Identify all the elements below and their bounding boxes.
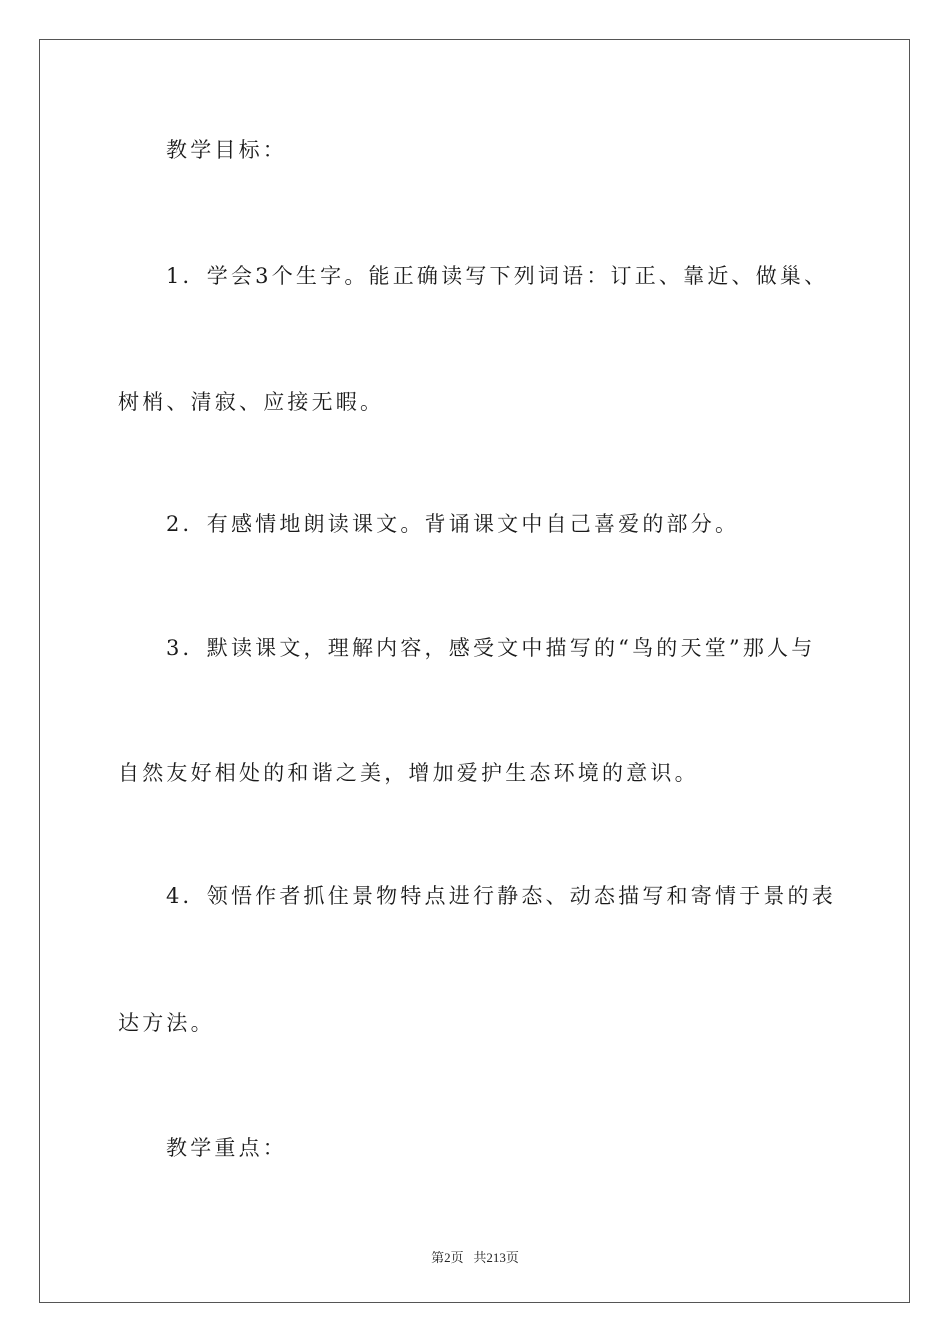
- heading-teaching-focus: 教学重点：: [166, 1136, 287, 1160]
- paragraph-goal-3: 3．默读课文，理解内容，感受文中描写的“鸟的天堂”那人与: [166, 636, 816, 660]
- paragraph-goal-4: 4．领悟作者抓住景物特点进行静态、动态描写和寄情于景的表: [166, 884, 836, 908]
- page-total: 共213页: [473, 1250, 519, 1265]
- paragraph-goal-1-continued: 树梢、清寂、应接无暇。: [118, 390, 385, 414]
- page-footer: [0, 1249, 950, 1267]
- page-number: 第2页: [431, 1250, 464, 1265]
- paragraph-goal-4-continued: 达方法。: [118, 1011, 215, 1035]
- page-border: [39, 39, 910, 1303]
- paragraph-goal-1: 1．学会3个生字。能正确读写下列词语：订正、靠近、做巢、: [166, 264, 829, 288]
- paragraph-goal-2: 2．有感情地朗读课文。背诵课文中自己喜爱的部分。: [166, 512, 740, 536]
- paragraph-goal-3-continued: 自然友好相处的和谐之美，增加爱护生态环境的意识。: [118, 761, 699, 785]
- heading-teaching-goals: 教学目标：: [166, 138, 287, 162]
